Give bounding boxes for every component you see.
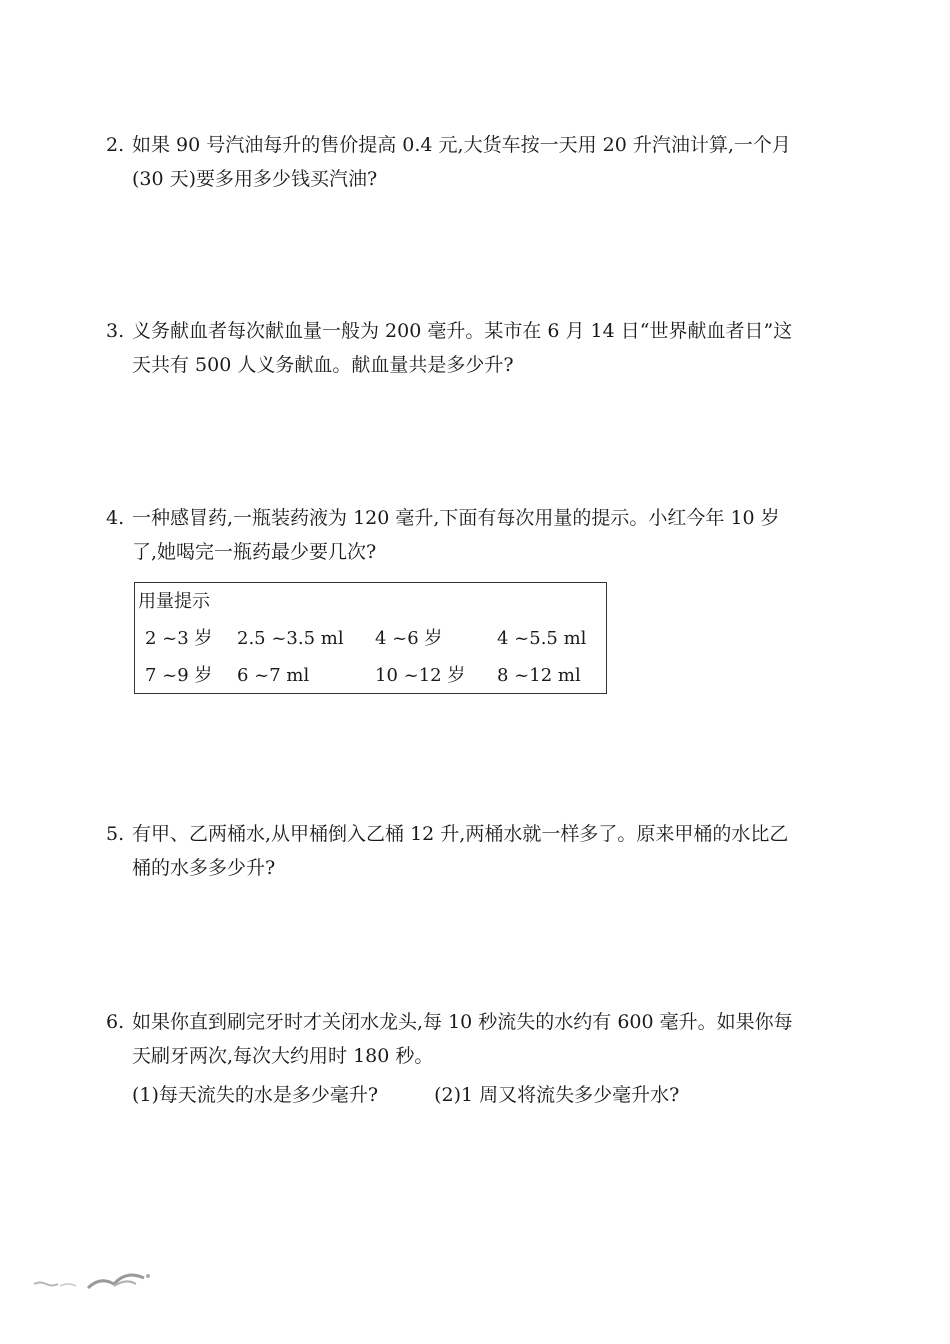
- problem-2: [106, 128, 876, 196]
- problem-4-line-2: 了,她喝完一瓶药最少要几次?: [132, 541, 377, 563]
- problem-6-sub-questions: [132, 1078, 679, 1112]
- dosage-amount: 8 ~12 ml: [497, 665, 581, 686]
- problem-6: [106, 1005, 876, 1073]
- sub-question-1: (1)每天流失的水是多少毫升?: [132, 1084, 379, 1106]
- dosage-age-range: 2 ~3 岁: [145, 628, 213, 649]
- problem-6-line-1: [106, 1005, 876, 1039]
- problem-5-line-2: 桶的水多多少升?: [132, 857, 276, 879]
- dosage-age-range: 4 ~6 岁: [375, 628, 443, 649]
- dosage-amount: 4 ~5.5 ml: [497, 628, 587, 649]
- problem-4: [106, 501, 876, 569]
- problem-4-number: 4.: [106, 507, 125, 529]
- problem-5-line-1: [106, 817, 876, 851]
- problem-3-text-1: 义务献血者每次献血量一般为 200 毫升。某市在 6 月 14 日“世界献血者日”这: [132, 320, 793, 342]
- wave-ornament-icon: [30, 1264, 160, 1294]
- problem-2-number: 2.: [106, 134, 125, 156]
- problem-5-text-1: 有甲、乙两桶水,从甲桶倒入乙桶 12 升,两桶水就一样多了。原来甲桶的水比乙: [132, 823, 789, 845]
- problem-4-line-1: [106, 501, 876, 535]
- problem-2-line-2: (30 天)要多用多少钱买汽油?: [132, 168, 378, 190]
- problem-4-text-1: 一种感冒药,一瓶装药液为 120 毫升,下面有每次用量的提示。小红今年 10 岁: [132, 507, 780, 529]
- problem-3: [106, 314, 876, 382]
- dosage-age-range: 7 ~9 岁: [145, 665, 213, 686]
- dosage-age-range: 10 ~12 岁: [375, 665, 466, 686]
- problem-3-number: 3.: [106, 320, 125, 342]
- sub-question-2: (2)1 周又将流失多少毫升水?: [434, 1084, 680, 1106]
- problem-5: [106, 817, 876, 885]
- problem-2-text-1: 如果 90 号汽油每升的售价提高 0.4 元,大货车按一天用 20 升汽油计算,一个月: [132, 134, 791, 156]
- problem-2-line-1: [106, 128, 876, 162]
- problem-6-line-2: 天刷牙两次,每次大约用时 180 秒。: [132, 1045, 434, 1067]
- problem-6-number: 6.: [106, 1011, 125, 1033]
- problem-6-text-1: 如果你直到刷完牙时才关闭水龙头,每 10 秒流失的水约有 600 毫升。如果你每: [132, 1011, 793, 1033]
- dosage-table: [134, 582, 607, 694]
- dosage-table-title: 用量提示: [138, 591, 210, 612]
- problem-3-line-1: [106, 314, 876, 348]
- problem-3-line-2: 天共有 500 人义务献血。献血量共是多少升?: [132, 354, 514, 376]
- dosage-amount: 2.5 ~3.5 ml: [237, 628, 344, 649]
- dosage-amount: 6 ~7 ml: [237, 665, 310, 686]
- problem-5-number: 5.: [106, 823, 125, 845]
